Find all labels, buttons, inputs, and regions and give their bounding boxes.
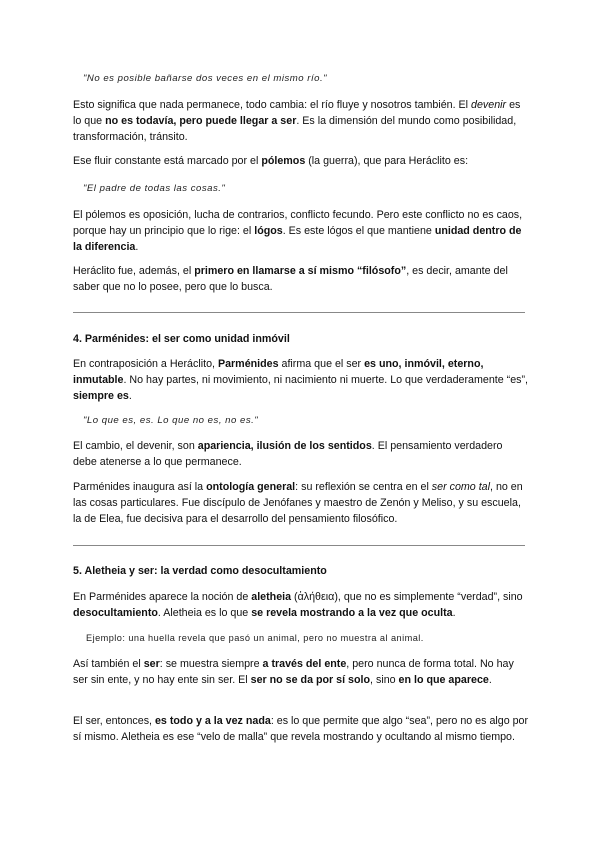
paragraph-polemos: Ese fluir constante está marcado por el pólemos (la guerra), que para Heráclito es:	[73, 155, 469, 167]
section-heading-parmenides: 4. Parménides: el ser como unidad inmóvil	[73, 333, 290, 345]
example-footprint: Ejemplo: una huella revela que pasó un animal, pero no muestra al animal.	[86, 633, 424, 643]
paragraph-appearance: El cambio, el devenir, son apariencia, ilusión de los sentidos. El pensamiento verdadero debe atenerse a lo que permanece.	[73, 440, 503, 468]
paragraph-logos: El pólemos es oposición, lucha de contrarios, conflicto fecundo. Pero este conflicto no es caos, porque hay un principio que lo rige: el lógos. Es este lógos el que mantiene unidad dentro de la diferencia.	[73, 209, 523, 253]
section-divider	[73, 545, 525, 546]
quote-father-of-all: "El padre de todas las cosas."	[83, 183, 226, 194]
paragraph-devenir: Esto significa que nada permanece, todo cambia: el río fluye y nosotros también. El devenir es lo que no es todavía, pero puede llegar a ser. Es la dimensión del mundo como posibilidad, transformación, tránsito.	[73, 99, 521, 143]
paragraph-being-all-and-nothing: El ser, entonces, es todo y a la vez nada: es lo que permite que algo “sea”, pero no es algo por sí mismo. Aletheia es ese “velo de malla” que revela mostrando y ocultando al mismo tiempo.	[73, 715, 529, 743]
section-divider	[73, 312, 525, 313]
paragraph-being-through-entity: Así también el ser: se muestra siempre a través del ente, pero nunca de forma total. No hay ser sin ente, y no hay ente sin ser. El ser no se da por sí solo, sino en lo que aparece.	[73, 658, 514, 686]
paragraph-philosopher: Heráclito fue, además, el primero en llamarse a sí mismo “filósofo”, es decir, amante del saber que no lo posee, pero que lo busca.	[73, 265, 508, 293]
paragraph-parmenides: En contraposición a Heráclito, Parménides afirma que el ser es uno, inmóvil, eterno, inmutable. No hay partes, ni movimiento, ni nacimiento ni muerte. Lo que verdaderamente “es”, siempre es.	[73, 358, 529, 402]
paragraph-ontology: Parménides inaugura así la ontología general: su reflexión se centra en el ser como tal, no en las cosas particulares. Fue discípulo de Jenófanes y maestro de Zenón y Meliso, y su escuela, la de Elea, fue decisiva para el desarrollo del pensamiento filosófico.	[73, 481, 523, 525]
quote-heraclitus-river: "No es posible bañarse dos veces en el mismo río."	[83, 73, 328, 84]
paragraph-aletheia: En Parménides aparece la noción de aletheia (ἀλήθεια), que no es simplemente “verdad”, sino desocultamiento. Aletheia es lo que se revela mostrando a la vez que oculta.	[73, 591, 523, 619]
section-heading-aletheia: 5. Aletheia y ser: la verdad como desocultamiento	[73, 565, 327, 577]
quote-what-is-is: "Lo que es, es. Lo que no es, no es."	[83, 415, 259, 426]
